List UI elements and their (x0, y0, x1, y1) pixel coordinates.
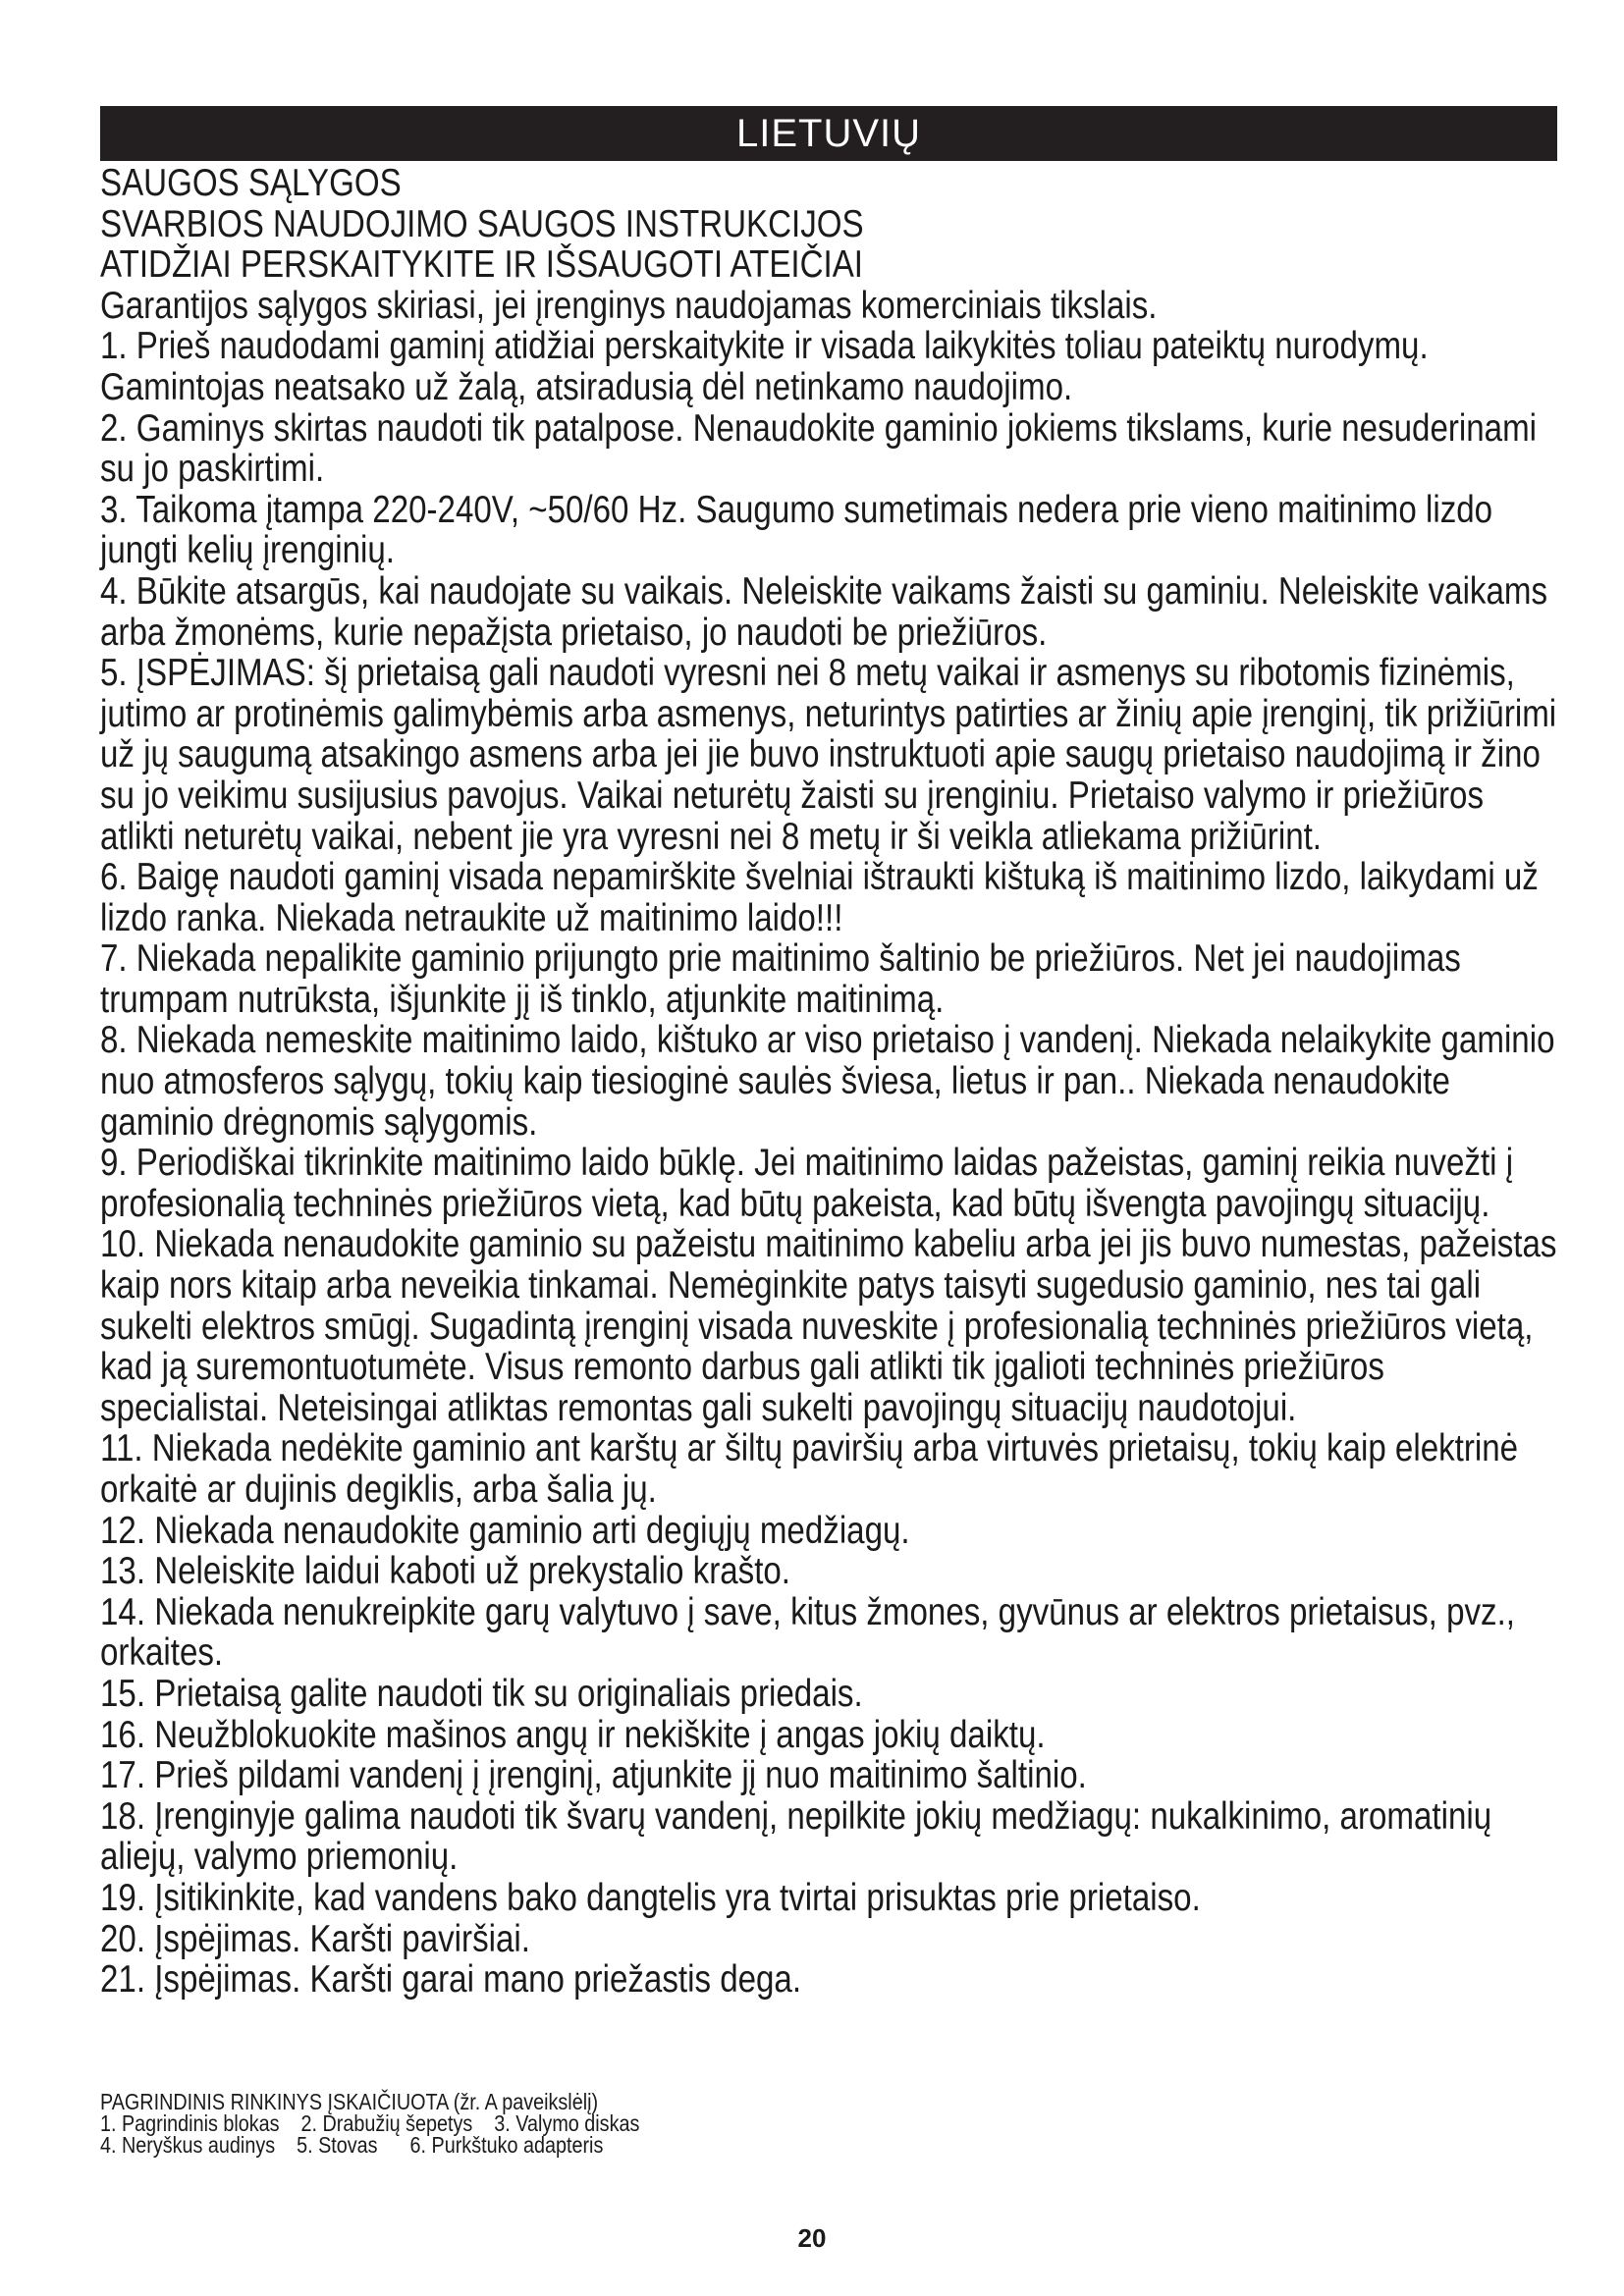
kit-title: PAGRINDINIS RINKINYS ĮSKAIČIUOTA (žr. A paveikslėlį) (100, 2089, 599, 2114)
instruction-item: 13. Neleiskite laidui kaboti už prekystalio krašto. (100, 1550, 791, 1593)
kit-item: 3. Valymo diskas (494, 2110, 640, 2136)
instruction-item: 6. Baigę naudoti gaminį visada nepamirškite švelniai ištraukti kištuką iš maitinimo lizdo, laikydami už lizdo ranka. Niekada netraukite už maitinimo laido!!! (100, 856, 1539, 939)
instruction-item: 18. Įrenginyje galima naudoti tik švarų vandenį, nepilkite jokių medžiagų: nukalkinimo, aromatinių aliejų, valymo priemonių. (100, 1794, 1492, 1879)
safety-instructions (100, 163, 1557, 2001)
kit-item: 2. Drabužių šepetys (300, 2110, 473, 2136)
instruction-item: 12. Niekada nenaudokite gaminio arti degiųjų medžiagų. (100, 1509, 910, 1552)
instruction-item: 14. Niekada nenukreipkite garų valytuvo į save, kitus žmones, gyvūnus ar elektros prietaisus, pvz., orkaites. (100, 1590, 1515, 1675)
instruction-item: 19. Įsitikinkite, kad vandens bako dangtelis yra tvirtai prisuktas prie prietaiso. (100, 1876, 1201, 1919)
instruction-item: 9. Periodiškai tikrinkite maitinimo laido būklę. Jei maitinimo laidas pažeistas, gaminį reikia nuvežti į profesionalią techninės priežiūros vietą, kad būtų pakeista, kad būtų išvengta pavojingų situacijų. (100, 1142, 1514, 1225)
instruction-item: 10. Niekada nenaudokite gaminio su pažeistu maitinimo kabeliu arba jei jis buvo numestas, pažeistas kaip nors kitaip arba neveikia tinkamai. Nemėginkite patys taisyti sugedusio gaminio, nes tai gali sukelti elektros smūgį. Sugadintą įrenginį visada nuveskite į profesionalią techninės priežiūros vietą, kad ją suremontuotumėte. Visus remonto darbus gali atlikti tik įgalioti techninės priežiūros specialistai. Neteisingai atliktas remontas gali sukelti pavojingų situacijų naudotojui. (100, 1223, 1557, 1429)
instruction-item: 2. Gaminys skirtas naudoti tik patalpose. Nenaudokite gaminio jokiems tikslams, kurie nesuderinami su jo paskirtimi. (100, 406, 1538, 491)
kit-item: 4. Neryškus audinys (100, 2132, 276, 2158)
heading-safety-conditions: SAUGOS SĄLYGOS (100, 162, 402, 204)
heading-read-carefully: ATIDŽIAI PERSKAITYKITE IR IŠSAUGOTI ATEIČIAI (100, 243, 864, 287)
instruction-item: 11. Niekada nedėkite gaminio ant karštų ar šiltų paviršių arba virtuvės prietaisų, tokių kaip elektrinė orkaitė ar dujinis degiklis, arba šalia jų. (100, 1427, 1519, 1511)
instruction-item: 4. Būkite atsargūs, kai naudojate su vaikais. Neleiskite vaikams žaisti su gaminiu. Neleiskite vaikams arba žmonėms, kurie nepažįsta prietaiso, jo naudoti be priežiūros. (100, 569, 1548, 654)
kit-contents (100, 2091, 1113, 2156)
language-title: LIETUVIŲ (735, 111, 922, 155)
warranty-intro: Garantijos sąlygos skiriasi, jei įrenginys naudojamas komerciniais tikslais. (100, 284, 1158, 327)
instruction-item: 20. Įspėjimas. Karšti paviršiai. (100, 1917, 530, 1960)
instruction-item: 8. Niekada nemeskite maitinimo laido, kištuko ar viso prietaiso į vandenį. Niekada nelaikykite gaminio nuo atmosferos sąlygų, tokių kaip tiesioginė saulės šviesa, lietus ir pan.. Niekada nenaudokite gaminio drėgnomis sąlygomis. (100, 1019, 1555, 1144)
heading-important-instructions: SVARBIOS NAUDOJIMO SAUGOS INSTRUKCIJOS (100, 202, 864, 245)
instruction-item: 5. ĮSPĖJIMAS: šį prietaisą gali naudoti vyresni nei 8 metų vaikai ir asmenys su ribotomis fizinėmis, jutimo ar protinėmis galimybėmis arba asmenys, neturintys patirties ar žinių apie įrenginį, tik prižiūrimi už jų saugumą atsakingo asmens arba jei jie buvo instruktuoti apie saugų prietaiso naudojimą ir žino su jo veikimu susijusius pavojus. Vaikai neturėtų žaisti su įrenginiu. Prietaiso valymo ir priežiūros atlikti neturėtų vaikai, nebent jie yra vyresni nei 8 metų ir ši veikla atliekama prižiūrint. (100, 652, 1557, 858)
language-header-bar (100, 106, 1557, 161)
kit-item: 6. Purkštuko adapteris (409, 2132, 604, 2158)
kit-row-2 (100, 2134, 1113, 2156)
kit-item: 5. Stovas (297, 2132, 378, 2158)
instruction-item: 17. Prieš pildami vandenį į įrenginį, atjunkite jį nuo maitinimo šaltinio. (100, 1754, 1087, 1797)
kit-row-1 (100, 2112, 1113, 2134)
instruction-item: 7. Niekada nepalikite gaminio prijungto prie maitinimo šaltinio be priežiūros. Net jei naudojimas trumpam nutrūksta, išjunkite jį iš tinklo, atjunkite maitinimą. (100, 937, 1461, 1021)
page-number: 20 (797, 2223, 827, 2253)
instruction-item: 21. Įspėjimas. Karšti garai mano priežastis dega. (100, 1958, 802, 2002)
kit-item: 1. Pagrindinis blokas (100, 2110, 280, 2136)
page-content (100, 106, 1557, 2001)
instruction-item: 16. Neužblokuokite mašinos angų ir nekiškite į angas jokių daiktų. (100, 1713, 1046, 1756)
instruction-item: 1. Prieš naudodami gaminį atidžiai perskaitykite ir visada laikykitės toliau pateiktų nurodymų. Gamintojas neatsako už žalą, atsiradusią dėl netinkamo naudojimo. (100, 325, 1429, 408)
instruction-item: 15. Prietaisą galite naudoti tik su originaliais priedais. (100, 1672, 863, 1715)
instruction-item: 3. Taikoma įtampa 220-240V, ~50/60 Hz. Saugumo sumetimais nedera prie vieno maitinimo lizdo jungti kelių įrenginių. (100, 488, 1493, 572)
